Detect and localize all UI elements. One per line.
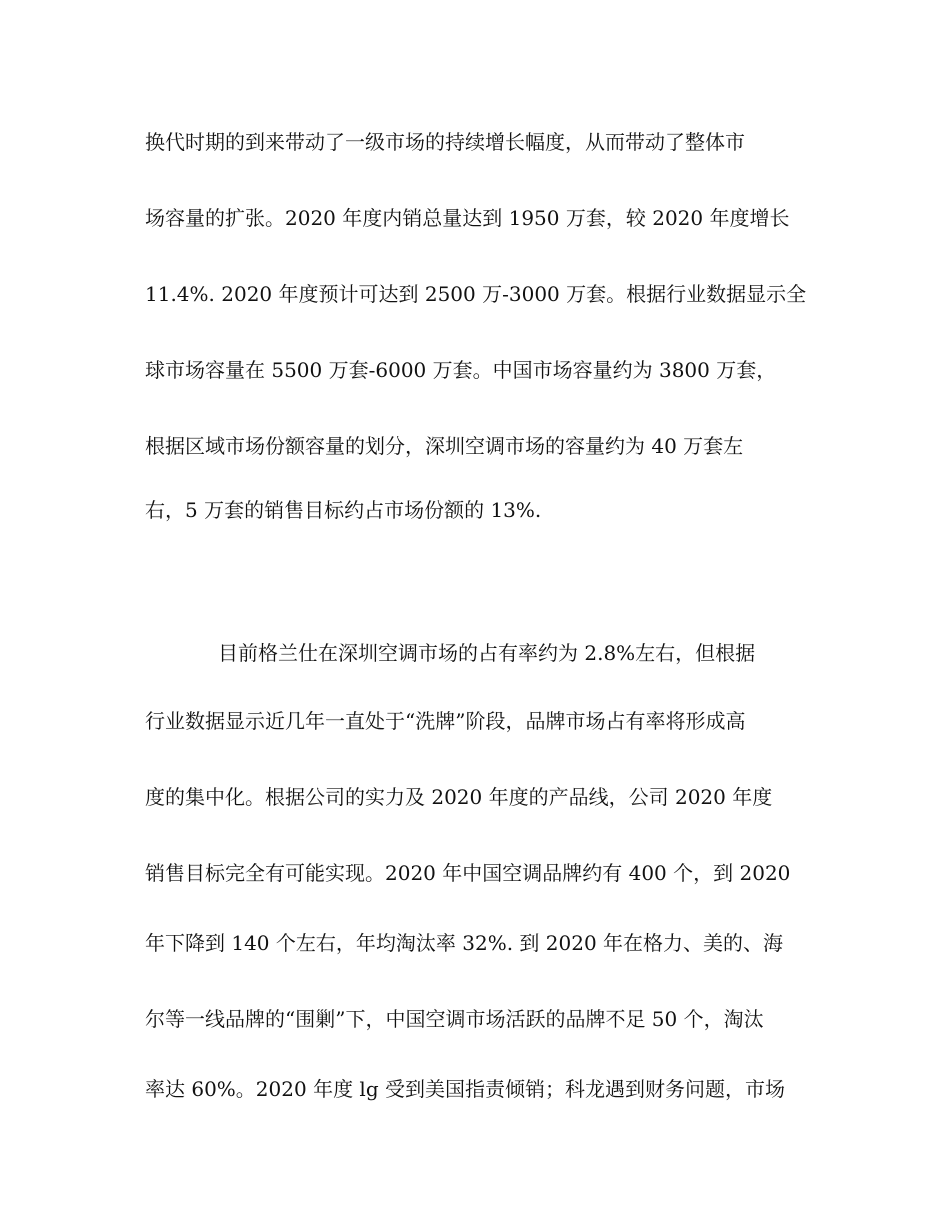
paragraph-1-line-6: 右，5 万套的销售目标约占市场份额的 13%. — [145, 498, 542, 522]
paragraph-1-line-4: 球市场容量在 5500 万套-6000 万套。中国市场容量约为 3800 万套， — [145, 358, 777, 382]
paragraph-2-line-1: 目前格兰仕在深圳空调市场的占有率约为 2.8%左右，但根据 — [218, 641, 756, 665]
paragraph-2-line-6: 尔等一线品牌的“围剿”下，中国空调市场活跃的品牌不足 50 个，淘汰 — [145, 1007, 764, 1031]
paragraph-1-line-3: 11.4%. 2020 年度预计可达到 2500 万-3000 万套。根据行业数据显示全 — [145, 282, 807, 306]
paragraph-1-line-1: 换代时期的到来带动了一级市场的持续增长幅度，从而带动了整体市 — [145, 130, 745, 154]
paragraph-2-line-4: 销售目标完全有可能实现。2020 年中国空调品牌约有 400 个，到 2020 — [145, 861, 791, 885]
paragraph-2-line-3: 度的集中化。根据公司的实力及 2020 年度的产品线，公司 2020 年度 — [145, 785, 773, 809]
paragraph-2-line-5: 年下降到 140 个左右，年均淘汰率 32%. 到 2020 年在格力、美的、海 — [145, 931, 784, 955]
paragraph-1-line-5: 根据区域市场份额容量的划分，深圳空调市场的容量约为 40 万套左 — [145, 434, 744, 458]
paragraph-1-line-2: 场容量的扩张。2020 年度内销总量达到 1950 万套，较 2020 年度增长 — [145, 206, 790, 230]
paragraph-2-line-7: 率达 60%。2020 年度 lg 受到美国指责倾销；科龙遇到财务问题，市场 — [145, 1077, 785, 1101]
paragraph-2-line-2: 行业数据显示近几年一直处于“洗牌”阶段，品牌市场占有率将形成高 — [145, 709, 746, 733]
